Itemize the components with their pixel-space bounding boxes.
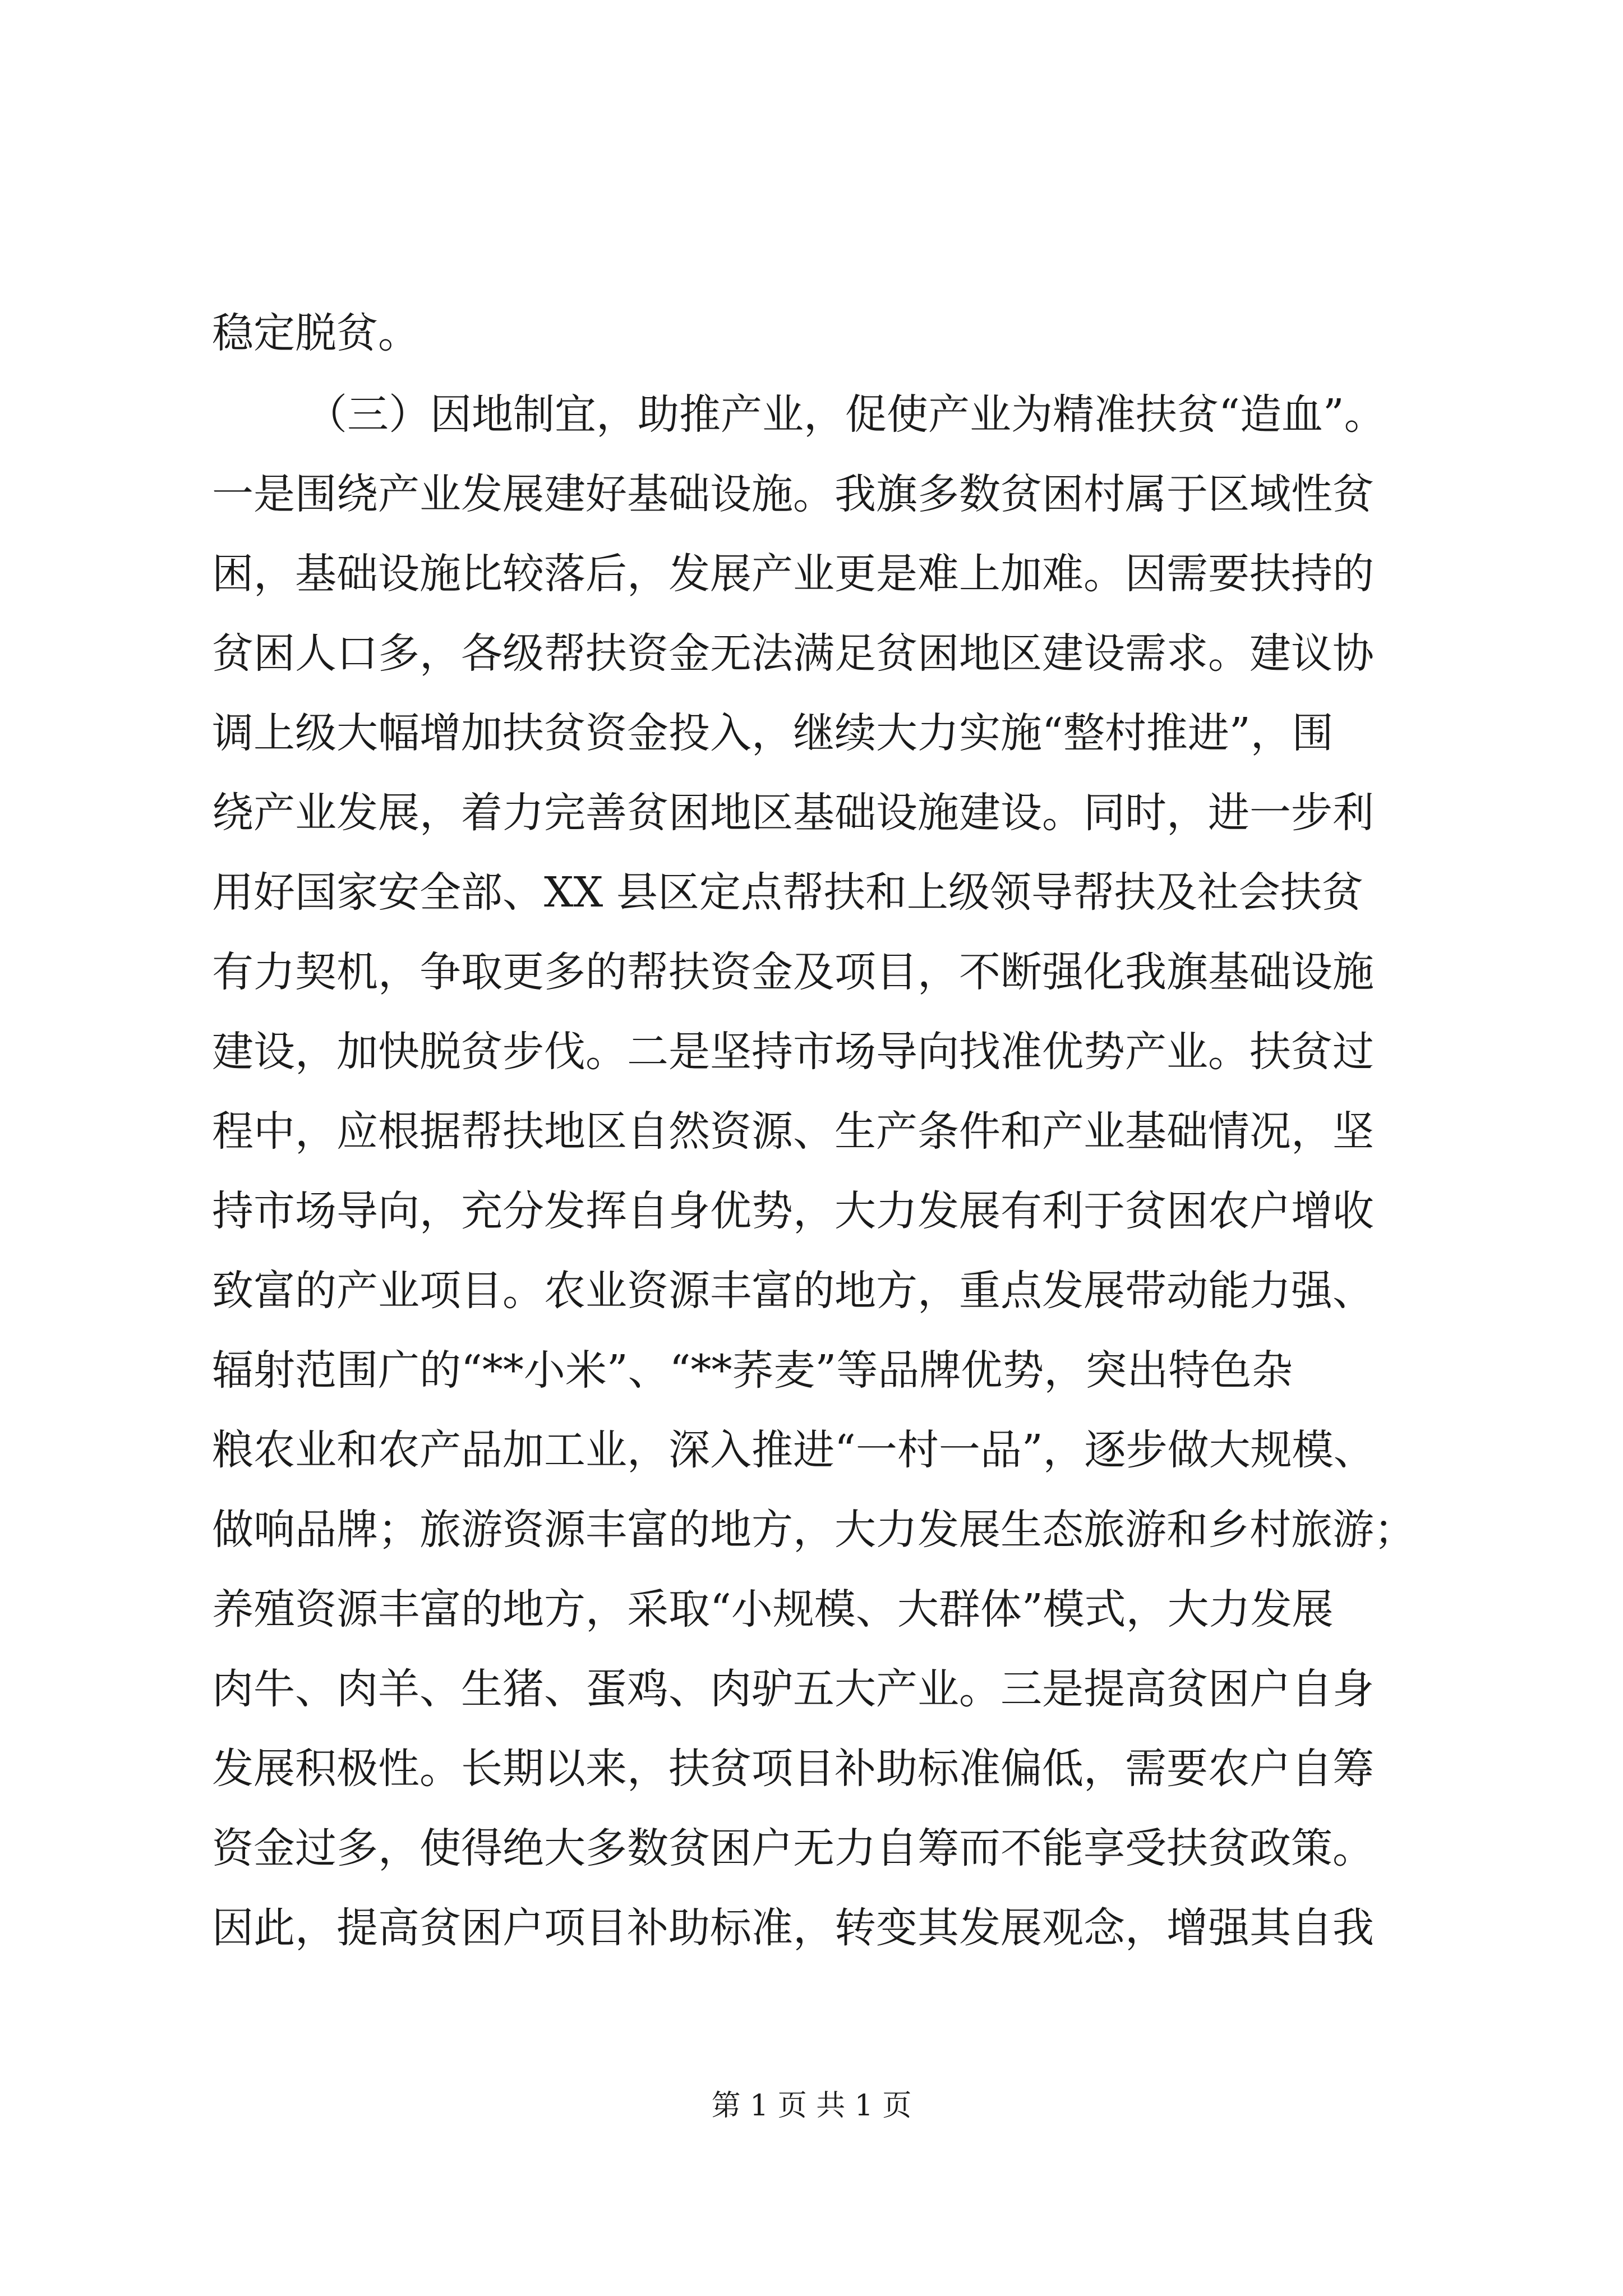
paragraph-line-15: 粮农业和农产品加工业，深入推进“一村一品”，逐步做大规模、 [212,1426,1375,1474]
paragraph-line-3: 一是围绕产业发展建好基础设施。我旗多数贫困村属于区域性贫 [212,470,1374,518]
paragraph-line-18: 肉牛、肉羊、生猪、蛋鸡、肉驴五大产业。三是提高贫困户自身 [212,1665,1374,1713]
paragraph-line-14: 辐射范围广的“**小米”、“**荞麦”等品牌优势，突出特色杂 [212,1346,1293,1395]
paragraph-line-11: 程中，应根据帮扶地区自然资源、生产条件和产业基础情况，坚 [212,1107,1374,1156]
paragraph-line-19: 发展积极性。长期以来，扶贫项目补助标准偏低，需要农户自筹 [212,1745,1374,1793]
paragraph-line-4: 困，基础设施比较落后，发展产业更是难上加难。因需要扶持的 [212,550,1374,598]
paragraph-line-12: 持市场导向，充分发挥自身优势，大力发展有利于贫困农户增收 [212,1187,1374,1235]
paragraph-line-10: 建设，加快脱贫步伐。二是坚持市场导向找准优势产业。扶贫过 [212,1028,1374,1076]
paragraph-line-13: 致富的产业项目。农业资源丰富的地方，重点发展带动能力强、 [212,1267,1374,1315]
paragraph-line-8: 用好国家安全部、XX 县区定点帮扶和上级领导帮扶及社会扶贫 [212,868,1363,917]
section-heading-3: （三）因地制宜，助推产业，促使产业为精准扶贫“造血”。 [306,390,1386,439]
paragraph-line-9: 有力契机，争取更多的帮扶资金及项目，不断强化我旗基础设施 [212,948,1374,996]
page-number-footer: 第 1 页 共 1 页 [711,2089,912,2123]
paragraph-line-7: 绕产业发展，着力完善贫困地区基础设施建设。同时，进一步利 [212,789,1374,837]
paragraph-line-21: 因此，提高贫困户项目补助标准，转变其发展观念，增强其自我 [212,1904,1374,1952]
paragraph-line-20: 资金过多，使得绝大多数贫困户无力自筹而不能享受扶贫政策。 [212,1824,1374,1872]
paragraph-line-6: 调上级大幅增加扶贫资金投入，继续大力实施“整村推进”，围 [212,709,1334,757]
paragraph-line-17: 养殖资源丰富的地方，采取“小规模、大群体”模式，大力发展 [212,1585,1334,1634]
paragraph-line-16: 做响品牌；旅游资源丰富的地方，大力发展生态旅游和乡村旅游； [212,1506,1415,1554]
paragraph-line-1: 稳定脱贫。 [212,309,419,357]
paragraph-line-5: 贫困人口多，各级帮扶资金无法满足贫困地区建设需求。建议协 [212,629,1374,678]
